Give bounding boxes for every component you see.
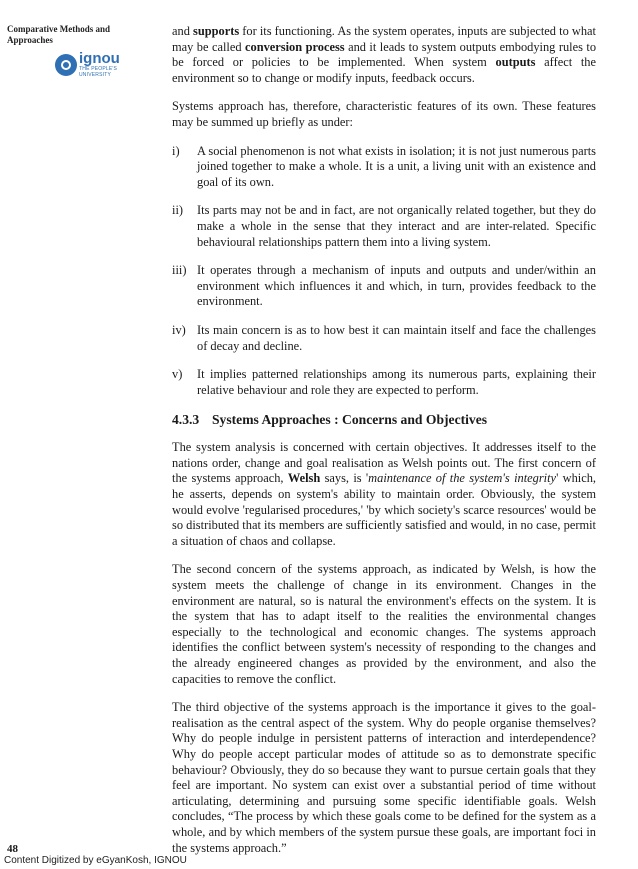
- list-item: [172, 144, 596, 191]
- bold-term: Welsh: [287, 471, 321, 486]
- list-item: [172, 323, 596, 354]
- bold-term: supports: [193, 24, 240, 38]
- features-intro: Systems approach has, therefore, characteristic features of its own. These features may be summed up briefly as under:: [172, 99, 596, 129]
- list-text: Its parts may not be and in fact, are not organically related together, but they do make a whole in the sense that they interact and are inter-related. Specific behavioural relationships pattern them into a living system.: [197, 203, 596, 249]
- text-run: and: [172, 24, 194, 38]
- italic-quote: maintenance of the system's integrity: [368, 471, 557, 486]
- text-run: says, is ': [320, 471, 369, 486]
- logo-tagline: UNIVERSITY: [79, 72, 112, 78]
- intro-paragraph: [172, 24, 596, 86]
- main-content: [172, 24, 596, 869]
- logo-name: ignou: [79, 50, 120, 67]
- sidebar: [7, 24, 157, 78]
- heading-title: Systems Approaches : Concerns and Objectives: [212, 412, 488, 428]
- list-number: v): [172, 367, 183, 382]
- list-text: A social phenomenon is not what exists in isolation; it is not just numerous parts joined together to make a whole. It is a unit, a living unit with an existence and goal of its own.: [197, 143, 596, 189]
- text-run: and it leads to system outputs embodying rules to be forced or policies to be implemented. When system: [172, 39, 597, 70]
- bold-term: outputs: [495, 55, 536, 70]
- text-run: The system analysis is concerned with certain objectives. It addresses itself to the nations order, change and goal realisation as Welsh points out. The first concern of the systems approach,: [172, 440, 596, 486]
- list-text: It implies patterned relationships among its numerous parts, explaining their relative behaviour and role they are expected to perform.: [197, 367, 596, 397]
- list-text: It operates through a mechanism of inputs and outputs and under/within an environment which influences it and which, in turn, provides feedback to the environment.: [197, 263, 596, 309]
- list-item: [172, 203, 596, 250]
- body-paragraph: The second concern of the systems approach, as indicated by Welsh, is how the system meets the challenge of change in its environment. Changes in the environment are natural, so is natural the environment's effects on the system. It is the system that has to adapt itself to the realities the environmental changes especially to the technological and economic changes. The systems approach identifies the conflict between system's necessity of responding to the changes and the already engineered changes as provided by the environment, and also the capacities to remove the conflict.: [172, 562, 596, 686]
- section-heading: [172, 411, 596, 428]
- section-label: [7, 24, 157, 46]
- ignou-logo: [55, 52, 157, 78]
- body-paragraph: The third objective of the systems approach is the importance it gives to the goal-realisation as the central aspect of the system. Why do people organise themselves? Why do people indulge in persistent patterns of interaction and interdependence? Why do people accept particular modes of attitude so as to demonstrate specific behaviour? Obviously, they do so because they want to pursue certain goals that they feel are important. No system can exist over a substantial period of time without articulating, determining and pursuing some specific identifiable goals. Welsh concludes, “The process by which these goals come to be defined for the system as a whole, and by which members of the system pursue these goals, are important foci in the systems approach.”: [172, 700, 596, 855]
- page-number: 48: [7, 843, 18, 855]
- text-run: for its functioning. As the system operates, inputs are subjected to what may be called: [172, 24, 596, 54]
- logo-tagline: THE PEOPLE'S: [79, 66, 118, 72]
- list-number: ii): [172, 203, 184, 218]
- logo-text: [79, 52, 120, 78]
- list-number: iv): [172, 322, 186, 337]
- section-label-line: Approaches: [7, 35, 53, 45]
- text-run: affect the environment so to change or modify inputs, feedback occurs.: [172, 55, 596, 85]
- text-run: ' which, he asserts, depends on system's ability to maintain order. Obviously, the system would evolve 'regularised procedures,' 'by which society's scarce resources' would be so distributed that its members are sufficiently satisfied and would, in no case, permit a situation of chaos and collapse.: [172, 471, 596, 548]
- list-item: [172, 367, 596, 398]
- list-text: Its main concern is as to how best it can maintain itself and face the challenges of decay and decline.: [197, 322, 596, 353]
- bold-term: conversion process: [245, 39, 345, 54]
- footer-credit: Content Digitized by eGyanKosh, IGNOU: [4, 855, 187, 866]
- body-paragraph: [172, 440, 596, 549]
- heading-number: 4.3.3: [172, 412, 200, 428]
- list-number: iii): [172, 263, 187, 278]
- list-number: i): [172, 143, 180, 158]
- list-item: [172, 263, 596, 310]
- section-label-line: Comparative Methods and: [7, 24, 110, 34]
- ignou-emblem-icon: [55, 54, 77, 76]
